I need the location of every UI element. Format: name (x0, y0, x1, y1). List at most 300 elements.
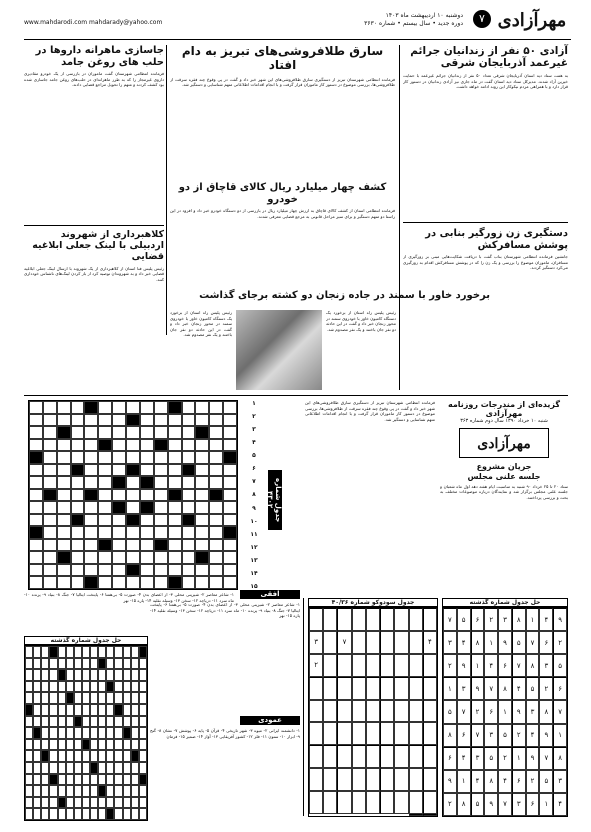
crossword-cell[interactable] (71, 401, 85, 414)
crossword-cell[interactable] (195, 551, 209, 564)
crossword-cell[interactable] (168, 401, 182, 414)
crossword-cell[interactable] (182, 439, 196, 452)
sudoku-cell[interactable] (352, 654, 366, 677)
crossword-cell[interactable] (71, 489, 85, 502)
sudoku-cell[interactable] (423, 722, 437, 745)
sudoku-cell[interactable]: ۷ (337, 631, 351, 654)
crossword-cell[interactable] (57, 489, 71, 502)
sudoku-cell[interactable] (423, 608, 437, 631)
sudoku-cell[interactable] (394, 791, 408, 814)
crossword-cell[interactable] (195, 451, 209, 464)
sudoku-cell[interactable] (352, 745, 366, 768)
crossword-cell[interactable] (209, 526, 223, 539)
crossword-cell[interactable] (168, 564, 182, 577)
crossword-cell[interactable] (98, 501, 112, 514)
sudoku-cell[interactable] (309, 700, 323, 723)
crossword-cell[interactable] (57, 551, 71, 564)
crossword-cell[interactable] (126, 514, 140, 527)
crossword-cell[interactable] (98, 551, 112, 564)
crossword-cell[interactable] (29, 439, 43, 452)
sudoku-cell[interactable] (323, 608, 337, 631)
crossword-cell[interactable] (29, 526, 43, 539)
crossword-cell[interactable] (195, 514, 209, 527)
sudoku-cell[interactable] (309, 677, 323, 700)
crossword-cell[interactable] (43, 576, 57, 589)
crossword-cell[interactable] (29, 426, 43, 439)
crossword-cell[interactable] (168, 514, 182, 527)
sudoku-cell[interactable] (423, 745, 437, 768)
sudoku-cell[interactable] (323, 768, 337, 791)
crossword-cell[interactable] (71, 464, 85, 477)
crossword-cell[interactable] (71, 564, 85, 577)
crossword-cell[interactable] (112, 489, 126, 502)
crossword-cell[interactable] (195, 439, 209, 452)
crossword-cell[interactable] (29, 476, 43, 489)
sudoku-cell[interactable] (337, 791, 351, 814)
crossword-cell[interactable] (112, 551, 126, 564)
crossword-cell[interactable] (140, 551, 154, 564)
sudoku-cell[interactable] (337, 722, 351, 745)
crossword-cell[interactable] (84, 564, 98, 577)
crossword-cell[interactable] (29, 564, 43, 577)
crossword-cell[interactable] (154, 576, 168, 589)
crossword-cell[interactable] (209, 489, 223, 502)
sudoku-cell[interactable] (366, 700, 380, 723)
crossword-cell[interactable] (112, 414, 126, 427)
crossword-cell[interactable] (195, 576, 209, 589)
sudoku-cell[interactable] (380, 722, 394, 745)
crossword-cell[interactable] (57, 526, 71, 539)
crossword-cell[interactable] (154, 501, 168, 514)
crossword-cell[interactable] (84, 489, 98, 502)
crossword-cell[interactable] (98, 401, 112, 414)
sudoku-cell[interactable] (337, 768, 351, 791)
crossword-cell[interactable] (84, 439, 98, 452)
sudoku-cell[interactable] (394, 700, 408, 723)
sudoku-cell[interactable] (380, 654, 394, 677)
sudoku-cell[interactable] (380, 677, 394, 700)
crossword-cell[interactable] (168, 576, 182, 589)
crossword-cell[interactable] (29, 576, 43, 589)
crossword-cell[interactable] (43, 414, 57, 427)
crossword-cell[interactable] (57, 564, 71, 577)
crossword-cell[interactable] (112, 476, 126, 489)
crossword-cell[interactable] (29, 501, 43, 514)
crossword-cell[interactable] (98, 489, 112, 502)
crossword-cell[interactable] (154, 414, 168, 427)
crossword-cell[interactable] (140, 501, 154, 514)
crossword-cell[interactable] (112, 501, 126, 514)
sudoku-cell[interactable] (352, 791, 366, 814)
crossword-cell[interactable] (195, 526, 209, 539)
crossword-cell[interactable] (43, 439, 57, 452)
crossword-cell[interactable] (126, 564, 140, 577)
crossword-cell[interactable] (43, 551, 57, 564)
crossword-cell[interactable] (168, 526, 182, 539)
crossword-cell[interactable] (98, 514, 112, 527)
sudoku-cell[interactable] (352, 700, 366, 723)
crossword-cell[interactable] (209, 576, 223, 589)
crossword-cell[interactable] (126, 464, 140, 477)
crossword-cell[interactable] (168, 414, 182, 427)
crossword-cell[interactable] (43, 401, 57, 414)
crossword-cell[interactable] (209, 539, 223, 552)
crossword-cell[interactable] (168, 464, 182, 477)
sudoku-cell[interactable] (309, 722, 323, 745)
crossword-cell[interactable] (182, 576, 196, 589)
crossword-cell[interactable] (223, 439, 237, 452)
crossword-cell[interactable] (140, 401, 154, 414)
sudoku-cell[interactable] (366, 654, 380, 677)
crossword-cell[interactable] (154, 401, 168, 414)
sudoku-cell[interactable] (380, 608, 394, 631)
sudoku-cell[interactable] (309, 745, 323, 768)
sudoku-cell[interactable] (366, 745, 380, 768)
crossword-cell[interactable] (195, 464, 209, 477)
crossword-cell[interactable] (126, 539, 140, 552)
crossword-cell[interactable] (71, 576, 85, 589)
sudoku-cell[interactable] (423, 677, 437, 700)
sudoku-cell[interactable] (323, 745, 337, 768)
crossword-cell[interactable] (98, 576, 112, 589)
crossword-cell[interactable] (140, 426, 154, 439)
crossword-cell[interactable] (182, 551, 196, 564)
crossword-cell[interactable] (209, 451, 223, 464)
crossword-cell[interactable] (71, 451, 85, 464)
crossword-cell[interactable] (29, 414, 43, 427)
crossword-cell[interactable] (154, 464, 168, 477)
sudoku-cell[interactable] (366, 768, 380, 791)
crossword-cell[interactable] (168, 426, 182, 439)
crossword-cell[interactable] (140, 451, 154, 464)
crossword-cell[interactable] (57, 501, 71, 514)
crossword-cell[interactable] (195, 401, 209, 414)
crossword-cell[interactable] (168, 539, 182, 552)
crossword-cell[interactable] (209, 439, 223, 452)
sudoku-cell[interactable] (409, 745, 423, 768)
crossword-cell[interactable] (29, 514, 43, 527)
crossword-cell[interactable] (209, 501, 223, 514)
crossword-cell[interactable] (209, 476, 223, 489)
crossword-cell[interactable] (154, 564, 168, 577)
sudoku-cell[interactable] (380, 631, 394, 654)
crossword-cell[interactable] (112, 464, 126, 477)
crossword-cell[interactable] (223, 426, 237, 439)
crossword-cell[interactable] (195, 539, 209, 552)
crossword-cell[interactable] (182, 476, 196, 489)
crossword-cell[interactable] (182, 451, 196, 464)
crossword-cell[interactable] (29, 451, 43, 464)
crossword-cell[interactable] (29, 401, 43, 414)
crossword-cell[interactable] (182, 526, 196, 539)
crossword-cell[interactable] (126, 451, 140, 464)
crossword-cell[interactable] (84, 451, 98, 464)
crossword-cell[interactable] (168, 501, 182, 514)
sudoku-cell[interactable] (337, 608, 351, 631)
crossword-cell[interactable] (84, 551, 98, 564)
sudoku-cell[interactable]: ۳ (309, 631, 323, 654)
sudoku-cell[interactable] (323, 654, 337, 677)
crossword-cell[interactable] (126, 414, 140, 427)
crossword-cell[interactable] (112, 451, 126, 464)
crossword-cell[interactable] (195, 414, 209, 427)
crossword-cell[interactable] (223, 526, 237, 539)
crossword-cell[interactable] (195, 426, 209, 439)
crossword-cell[interactable] (140, 439, 154, 452)
sudoku-cell[interactable] (352, 722, 366, 745)
crossword-cell[interactable] (154, 514, 168, 527)
crossword-cell[interactable] (223, 576, 237, 589)
crossword-cell[interactable] (43, 564, 57, 577)
sudoku-cell[interactable] (366, 791, 380, 814)
crossword-cell[interactable] (98, 426, 112, 439)
crossword-cell[interactable] (168, 476, 182, 489)
crossword-cell[interactable] (168, 489, 182, 502)
crossword-cell[interactable] (154, 439, 168, 452)
crossword-cell[interactable] (98, 414, 112, 427)
sudoku-cell[interactable] (409, 814, 423, 816)
crossword-cell[interactable] (209, 414, 223, 427)
sudoku-cell[interactable] (380, 700, 394, 723)
sudoku-cell[interactable] (423, 791, 437, 814)
sudoku-cell[interactable] (323, 791, 337, 814)
crossword-cell[interactable] (71, 501, 85, 514)
sudoku-cell[interactable] (337, 745, 351, 768)
crossword-cell[interactable] (112, 401, 126, 414)
crossword-cell[interactable] (29, 551, 43, 564)
sudoku-cell[interactable] (409, 608, 423, 631)
crossword-cell[interactable] (140, 576, 154, 589)
sudoku-cell[interactable] (409, 722, 423, 745)
sudoku-cell[interactable] (409, 677, 423, 700)
crossword-cell[interactable] (126, 576, 140, 589)
crossword-cell[interactable] (57, 451, 71, 464)
crossword-cell[interactable] (140, 414, 154, 427)
crossword-cell[interactable] (209, 514, 223, 527)
sudoku-cell[interactable] (409, 791, 423, 814)
crossword-cell[interactable] (112, 439, 126, 452)
crossword-cell[interactable] (29, 464, 43, 477)
crossword-cell[interactable] (112, 564, 126, 577)
crossword-cell[interactable] (57, 401, 71, 414)
sudoku-cell[interactable] (366, 608, 380, 631)
crossword-cell[interactable] (126, 476, 140, 489)
crossword-cell[interactable] (112, 426, 126, 439)
sudoku-cell[interactable] (394, 677, 408, 700)
sudoku-cell[interactable] (423, 768, 437, 791)
crossword-cell[interactable] (43, 489, 57, 502)
crossword-cell[interactable] (154, 476, 168, 489)
sudoku-cell[interactable] (352, 677, 366, 700)
crossword-cell[interactable] (84, 501, 98, 514)
crossword-cell[interactable] (182, 489, 196, 502)
crossword-cell[interactable] (154, 489, 168, 502)
crossword-cell[interactable] (223, 401, 237, 414)
crossword-cell[interactable] (57, 514, 71, 527)
crossword-cell[interactable] (168, 451, 182, 464)
crossword-cell[interactable] (126, 526, 140, 539)
crossword-cell[interactable] (57, 539, 71, 552)
crossword-cell[interactable] (195, 564, 209, 577)
crossword-cell[interactable] (209, 464, 223, 477)
crossword-cell[interactable] (71, 414, 85, 427)
crossword-cell[interactable] (126, 426, 140, 439)
crossword-cell[interactable] (112, 539, 126, 552)
crossword-cell[interactable] (43, 526, 57, 539)
crossword-cell[interactable] (84, 464, 98, 477)
sudoku-cell[interactable] (337, 677, 351, 700)
crossword-cell[interactable] (223, 539, 237, 552)
sudoku-cell[interactable] (352, 768, 366, 791)
crossword-cell[interactable] (182, 464, 196, 477)
crossword-cell[interactable] (43, 514, 57, 527)
crossword-cell[interactable] (140, 526, 154, 539)
crossword-cell[interactable] (84, 526, 98, 539)
crossword-cell[interactable] (223, 476, 237, 489)
crossword-cell[interactable] (154, 551, 168, 564)
sudoku-cell[interactable] (352, 608, 366, 631)
crossword-cell[interactable] (182, 539, 196, 552)
sudoku-cell[interactable] (366, 722, 380, 745)
sudoku-cell[interactable] (394, 631, 408, 654)
crossword-cell[interactable] (168, 439, 182, 452)
crossword-cell[interactable] (140, 514, 154, 527)
sudoku-cell[interactable] (409, 654, 423, 677)
sudoku-cell[interactable] (323, 677, 337, 700)
crossword-cell[interactable] (154, 426, 168, 439)
crossword-cell[interactable] (154, 539, 168, 552)
crossword-cell[interactable] (140, 564, 154, 577)
crossword-cell[interactable] (98, 564, 112, 577)
sudoku-cell[interactable] (394, 722, 408, 745)
crossword-cell[interactable] (140, 464, 154, 477)
crossword-cell[interactable] (57, 439, 71, 452)
crossword-cell[interactable] (182, 426, 196, 439)
sudoku-cell[interactable] (380, 791, 394, 814)
crossword-cell[interactable] (154, 526, 168, 539)
sudoku-cell[interactable]: ۴ (423, 631, 437, 654)
crossword-cell[interactable] (112, 526, 126, 539)
crossword-cell[interactable] (98, 539, 112, 552)
crossword-cell[interactable] (223, 514, 237, 527)
sudoku-cell[interactable] (394, 654, 408, 677)
crossword-cell[interactable] (71, 539, 85, 552)
crossword-cell[interactable] (182, 401, 196, 414)
crossword-cell[interactable] (71, 426, 85, 439)
crossword-cell[interactable] (126, 501, 140, 514)
crossword-cell[interactable] (98, 476, 112, 489)
crossword-cell[interactable] (43, 476, 57, 489)
crossword-cell[interactable] (126, 439, 140, 452)
crossword-cell[interactable] (223, 414, 237, 427)
crossword-cell[interactable] (195, 489, 209, 502)
crossword-cell[interactable] (140, 489, 154, 502)
crossword-cell[interactable] (43, 464, 57, 477)
crossword-cell[interactable] (112, 576, 126, 589)
crossword-cell[interactable] (195, 476, 209, 489)
sudoku-cell[interactable] (394, 768, 408, 791)
sudoku-cell[interactable] (337, 700, 351, 723)
sudoku-cell[interactable] (394, 745, 408, 768)
crossword-cell[interactable] (84, 476, 98, 489)
crossword-cell[interactable] (57, 464, 71, 477)
crossword-cell[interactable] (126, 551, 140, 564)
crossword-cell[interactable] (126, 489, 140, 502)
crossword-cell[interactable] (223, 564, 237, 577)
crossword-cell[interactable] (84, 539, 98, 552)
sudoku-cell[interactable] (423, 654, 437, 677)
crossword-cell[interactable] (112, 514, 126, 527)
crossword-cell[interactable] (84, 426, 98, 439)
sudoku-cell[interactable] (309, 768, 323, 791)
crossword-cell[interactable] (182, 501, 196, 514)
sudoku-cell[interactable] (380, 768, 394, 791)
crossword-cell[interactable] (71, 526, 85, 539)
crossword-cell[interactable] (140, 476, 154, 489)
sudoku-cell[interactable] (423, 700, 437, 723)
crossword-cell[interactable] (84, 414, 98, 427)
crossword-cell[interactable] (43, 426, 57, 439)
crossword-cell[interactable] (209, 564, 223, 577)
sudoku-cell[interactable] (352, 631, 366, 654)
crossword-cell[interactable] (154, 451, 168, 464)
crossword-cell[interactable] (57, 476, 71, 489)
sudoku-cell[interactable] (409, 631, 423, 654)
crossword-cell[interactable] (43, 539, 57, 552)
sudoku-cell[interactable] (380, 745, 394, 768)
crossword-cell[interactable] (209, 401, 223, 414)
crossword-cell[interactable] (209, 551, 223, 564)
crossword-cell[interactable] (71, 514, 85, 527)
crossword-cell[interactable] (223, 489, 237, 502)
crossword-cell[interactable] (57, 426, 71, 439)
crossword-cell[interactable] (223, 464, 237, 477)
crossword-cell[interactable] (223, 501, 237, 514)
sudoku-cell[interactable] (323, 631, 337, 654)
crossword-cell[interactable] (98, 451, 112, 464)
sudoku-cell[interactable] (309, 608, 323, 631)
crossword-cell[interactable] (195, 501, 209, 514)
crossword-cell[interactable] (71, 476, 85, 489)
crossword-cell[interactable] (57, 414, 71, 427)
crossword-cell[interactable] (223, 451, 237, 464)
crossword-cell[interactable] (71, 439, 85, 452)
sudoku-cell[interactable] (366, 677, 380, 700)
crossword-cell[interactable] (223, 551, 237, 564)
crossword-cell[interactable] (84, 514, 98, 527)
sudoku-cell[interactable] (394, 608, 408, 631)
crossword-cell[interactable] (29, 539, 43, 552)
crossword-cell[interactable] (71, 551, 85, 564)
crossword-cell[interactable] (209, 426, 223, 439)
crossword-cell[interactable] (98, 439, 112, 452)
crossword-cell[interactable] (29, 489, 43, 502)
crossword-cell[interactable] (43, 501, 57, 514)
crossword-cell[interactable] (126, 401, 140, 414)
crossword-cell[interactable] (182, 514, 196, 527)
sudoku-cell[interactable] (309, 791, 323, 814)
crossword-cell[interactable] (57, 576, 71, 589)
sudoku-cell[interactable] (323, 700, 337, 723)
crossword-cell[interactable] (84, 401, 98, 414)
sudoku-cell[interactable] (423, 814, 437, 816)
crossword-cell[interactable] (168, 551, 182, 564)
sudoku-cell[interactable] (337, 654, 351, 677)
sudoku-cell[interactable] (409, 768, 423, 791)
crossword-cell[interactable] (140, 539, 154, 552)
sudoku-cell[interactable] (366, 631, 380, 654)
crossword-cell[interactable] (182, 414, 196, 427)
